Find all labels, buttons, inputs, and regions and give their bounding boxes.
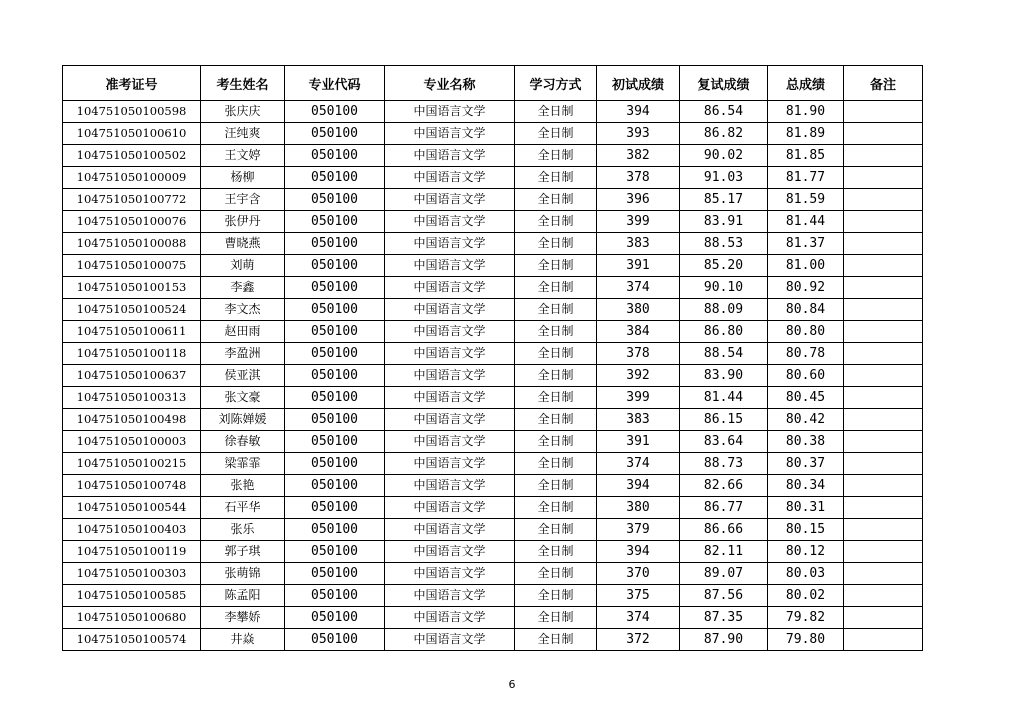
exam-id-cell: 104751050100088	[63, 233, 201, 255]
remarks-cell	[844, 475, 923, 497]
initial-score-cell: 380	[597, 299, 680, 321]
study-mode-cell: 全日制	[515, 541, 597, 563]
major-name-cell: 中国语言文学	[385, 321, 515, 343]
table-row	[63, 387, 923, 409]
exam-id-cell: 104751050100153	[63, 277, 201, 299]
remarks-cell	[844, 123, 923, 145]
remarks-cell	[844, 321, 923, 343]
table-row	[63, 629, 923, 651]
exam-id-cell: 104751050100003	[63, 431, 201, 453]
study-mode-cell: 全日制	[515, 101, 597, 123]
major-name-cell: 中国语言文学	[385, 497, 515, 519]
major-name-cell: 中国语言文学	[385, 277, 515, 299]
total-score-cell: 80.34	[768, 475, 844, 497]
initial-score-cell: 370	[597, 563, 680, 585]
exam-id-cell: 104751050100748	[63, 475, 201, 497]
total-score-cell: 81.90	[768, 101, 844, 123]
major-name-cell: 中国语言文学	[385, 167, 515, 189]
candidate-name-cell: 王文婷	[201, 145, 285, 167]
total-score-cell: 79.80	[768, 629, 844, 651]
major-name-cell: 中国语言文学	[385, 211, 515, 233]
major-code-cell: 050100	[285, 585, 385, 607]
study-mode-cell: 全日制	[515, 475, 597, 497]
retest-score-cell: 91.03	[680, 167, 768, 189]
remarks-cell	[844, 541, 923, 563]
table-body	[63, 101, 923, 651]
retest-score-cell: 89.07	[680, 563, 768, 585]
major-name-cell: 中国语言文学	[385, 453, 515, 475]
study-mode-cell: 全日制	[515, 453, 597, 475]
retest-score-cell: 83.91	[680, 211, 768, 233]
header-major-code: 专业代码	[285, 66, 385, 101]
major-code-cell: 050100	[285, 387, 385, 409]
study-mode-cell: 全日制	[515, 321, 597, 343]
header-exam-id: 准考证号	[63, 66, 201, 101]
remarks-cell	[844, 145, 923, 167]
remarks-cell	[844, 167, 923, 189]
study-mode-cell: 全日制	[515, 167, 597, 189]
total-score-cell: 80.92	[768, 277, 844, 299]
exam-id-cell: 104751050100075	[63, 255, 201, 277]
remarks-cell	[844, 453, 923, 475]
retest-score-cell: 87.35	[680, 607, 768, 629]
major-name-cell: 中国语言文学	[385, 585, 515, 607]
initial-score-cell: 382	[597, 145, 680, 167]
study-mode-cell: 全日制	[515, 585, 597, 607]
major-name-cell: 中国语言文学	[385, 299, 515, 321]
major-code-cell: 050100	[285, 607, 385, 629]
exam-id-cell: 104751050100680	[63, 607, 201, 629]
table-row	[63, 211, 923, 233]
major-code-cell: 050100	[285, 123, 385, 145]
major-code-cell: 050100	[285, 255, 385, 277]
total-score-cell: 81.85	[768, 145, 844, 167]
table-row	[63, 541, 923, 563]
study-mode-cell: 全日制	[515, 607, 597, 629]
retest-score-cell: 85.20	[680, 255, 768, 277]
initial-score-cell: 393	[597, 123, 680, 145]
major-code-cell: 050100	[285, 101, 385, 123]
study-mode-cell: 全日制	[515, 431, 597, 453]
exam-id-cell: 104751050100118	[63, 343, 201, 365]
major-code-cell: 050100	[285, 629, 385, 651]
retest-score-cell: 82.11	[680, 541, 768, 563]
major-name-cell: 中国语言文学	[385, 387, 515, 409]
candidate-name-cell: 赵田雨	[201, 321, 285, 343]
table-row	[63, 101, 923, 123]
major-code-cell: 050100	[285, 541, 385, 563]
exam-id-cell: 104751050100610	[63, 123, 201, 145]
candidate-name-cell: 郭子琪	[201, 541, 285, 563]
remarks-cell	[844, 255, 923, 277]
remarks-cell	[844, 101, 923, 123]
major-name-cell: 中国语言文学	[385, 255, 515, 277]
total-score-cell: 79.82	[768, 607, 844, 629]
retest-score-cell: 86.15	[680, 409, 768, 431]
candidate-name-cell: 陈孟阳	[201, 585, 285, 607]
exam-id-cell: 104751050100215	[63, 453, 201, 475]
remarks-cell	[844, 189, 923, 211]
major-code-cell: 050100	[285, 497, 385, 519]
total-score-cell: 81.44	[768, 211, 844, 233]
remarks-cell	[844, 409, 923, 431]
header-study-mode: 学习方式	[515, 66, 597, 101]
candidate-name-cell: 张文豪	[201, 387, 285, 409]
initial-score-cell: 374	[597, 453, 680, 475]
candidate-name-cell: 井焱	[201, 629, 285, 651]
remarks-cell	[844, 629, 923, 651]
table-row	[63, 585, 923, 607]
table-row	[63, 365, 923, 387]
candidate-name-cell: 侯亚淇	[201, 365, 285, 387]
total-score-cell: 80.45	[768, 387, 844, 409]
total-score-cell: 80.15	[768, 519, 844, 541]
major-code-cell: 050100	[285, 343, 385, 365]
initial-score-cell: 372	[597, 629, 680, 651]
candidate-name-cell: 李鑫	[201, 277, 285, 299]
major-code-cell: 050100	[285, 409, 385, 431]
major-name-cell: 中国语言文学	[385, 431, 515, 453]
study-mode-cell: 全日制	[515, 365, 597, 387]
initial-score-cell: 383	[597, 233, 680, 255]
major-name-cell: 中国语言文学	[385, 475, 515, 497]
major-code-cell: 050100	[285, 519, 385, 541]
major-name-cell: 中国语言文学	[385, 233, 515, 255]
initial-score-cell: 391	[597, 255, 680, 277]
exam-id-cell: 104751050100303	[63, 563, 201, 585]
header-major-name: 专业名称	[385, 66, 515, 101]
initial-score-cell: 374	[597, 607, 680, 629]
study-mode-cell: 全日制	[515, 189, 597, 211]
total-score-cell: 81.37	[768, 233, 844, 255]
major-code-cell: 050100	[285, 145, 385, 167]
initial-score-cell: 378	[597, 343, 680, 365]
table-row	[63, 563, 923, 585]
candidate-name-cell: 李盈洲	[201, 343, 285, 365]
study-mode-cell: 全日制	[515, 211, 597, 233]
remarks-cell	[844, 563, 923, 585]
major-code-cell: 050100	[285, 189, 385, 211]
total-score-cell: 81.77	[768, 167, 844, 189]
header-initial-score: 初试成绩	[597, 66, 680, 101]
exam-id-cell: 104751050100585	[63, 585, 201, 607]
remarks-cell	[844, 387, 923, 409]
total-score-cell: 81.89	[768, 123, 844, 145]
retest-score-cell: 90.10	[680, 277, 768, 299]
major-code-cell: 050100	[285, 299, 385, 321]
retest-score-cell: 83.90	[680, 365, 768, 387]
candidate-name-cell: 张伊丹	[201, 211, 285, 233]
table-row	[63, 607, 923, 629]
initial-score-cell: 399	[597, 387, 680, 409]
retest-score-cell: 87.90	[680, 629, 768, 651]
major-code-cell: 050100	[285, 563, 385, 585]
remarks-cell	[844, 365, 923, 387]
retest-score-cell: 88.09	[680, 299, 768, 321]
initial-score-cell: 374	[597, 277, 680, 299]
total-score-cell: 80.02	[768, 585, 844, 607]
exam-id-cell: 104751050100313	[63, 387, 201, 409]
study-mode-cell: 全日制	[515, 519, 597, 541]
header-retest-score: 复试成绩	[680, 66, 768, 101]
remarks-cell	[844, 497, 923, 519]
major-name-cell: 中国语言文学	[385, 519, 515, 541]
remarks-cell	[844, 343, 923, 365]
remarks-cell	[844, 431, 923, 453]
total-score-cell: 80.37	[768, 453, 844, 475]
table-row	[63, 475, 923, 497]
initial-score-cell: 378	[597, 167, 680, 189]
major-name-cell: 中国语言文学	[385, 343, 515, 365]
retest-score-cell: 86.80	[680, 321, 768, 343]
table-row	[63, 299, 923, 321]
candidate-name-cell: 张萌锦	[201, 563, 285, 585]
table-row	[63, 519, 923, 541]
retest-score-cell: 86.54	[680, 101, 768, 123]
major-code-cell: 050100	[285, 277, 385, 299]
candidate-name-cell: 梁霏霏	[201, 453, 285, 475]
study-mode-cell: 全日制	[515, 387, 597, 409]
study-mode-cell: 全日制	[515, 299, 597, 321]
remarks-cell	[844, 277, 923, 299]
total-score-cell: 80.03	[768, 563, 844, 585]
admission-score-table	[62, 65, 923, 651]
major-name-cell: 中国语言文学	[385, 123, 515, 145]
exam-id-cell: 104751050100598	[63, 101, 201, 123]
study-mode-cell: 全日制	[515, 123, 597, 145]
total-score-cell: 80.78	[768, 343, 844, 365]
major-code-cell: 050100	[285, 233, 385, 255]
candidate-name-cell: 曹晓燕	[201, 233, 285, 255]
major-code-cell: 050100	[285, 167, 385, 189]
initial-score-cell: 396	[597, 189, 680, 211]
total-score-cell: 81.00	[768, 255, 844, 277]
table-row	[63, 343, 923, 365]
major-code-cell: 050100	[285, 321, 385, 343]
table-row	[63, 321, 923, 343]
major-name-cell: 中国语言文学	[385, 629, 515, 651]
table-row	[63, 189, 923, 211]
major-name-cell: 中国语言文学	[385, 607, 515, 629]
exam-id-cell: 104751050100611	[63, 321, 201, 343]
total-score-cell: 80.12	[768, 541, 844, 563]
exam-id-cell: 104751050100076	[63, 211, 201, 233]
retest-score-cell: 90.02	[680, 145, 768, 167]
retest-score-cell: 81.44	[680, 387, 768, 409]
exam-id-cell: 104751050100502	[63, 145, 201, 167]
retest-score-cell: 86.77	[680, 497, 768, 519]
candidate-name-cell: 汪纯爽	[201, 123, 285, 145]
study-mode-cell: 全日制	[515, 343, 597, 365]
retest-score-cell: 88.73	[680, 453, 768, 475]
study-mode-cell: 全日制	[515, 255, 597, 277]
table-header-row	[63, 66, 923, 101]
candidate-name-cell: 王宇含	[201, 189, 285, 211]
candidate-name-cell: 徐春敏	[201, 431, 285, 453]
table-row	[63, 277, 923, 299]
initial-score-cell: 394	[597, 475, 680, 497]
major-code-cell: 050100	[285, 365, 385, 387]
initial-score-cell: 392	[597, 365, 680, 387]
study-mode-cell: 全日制	[515, 497, 597, 519]
major-name-cell: 中国语言文学	[385, 541, 515, 563]
exam-id-cell: 104751050100544	[63, 497, 201, 519]
table-row	[63, 167, 923, 189]
header-total-score: 总成绩	[768, 66, 844, 101]
total-score-cell: 80.84	[768, 299, 844, 321]
major-name-cell: 中国语言文学	[385, 145, 515, 167]
initial-score-cell: 384	[597, 321, 680, 343]
table-row	[63, 233, 923, 255]
total-score-cell: 80.31	[768, 497, 844, 519]
retest-score-cell: 82.66	[680, 475, 768, 497]
exam-id-cell: 104751050100637	[63, 365, 201, 387]
major-name-cell: 中国语言文学	[385, 101, 515, 123]
table-row	[63, 255, 923, 277]
candidate-name-cell: 李文杰	[201, 299, 285, 321]
retest-score-cell: 88.53	[680, 233, 768, 255]
initial-score-cell: 383	[597, 409, 680, 431]
major-code-cell: 050100	[285, 211, 385, 233]
total-score-cell: 80.42	[768, 409, 844, 431]
table-row	[63, 497, 923, 519]
major-code-cell: 050100	[285, 475, 385, 497]
candidate-name-cell: 刘陈婵媛	[201, 409, 285, 431]
major-name-cell: 中国语言文学	[385, 409, 515, 431]
major-code-cell: 050100	[285, 431, 385, 453]
remarks-cell	[844, 299, 923, 321]
exam-id-cell: 104751050100119	[63, 541, 201, 563]
exam-id-cell: 104751050100403	[63, 519, 201, 541]
initial-score-cell: 399	[597, 211, 680, 233]
initial-score-cell: 394	[597, 541, 680, 563]
major-name-cell: 中国语言文学	[385, 189, 515, 211]
candidate-name-cell: 杨柳	[201, 167, 285, 189]
initial-score-cell: 380	[597, 497, 680, 519]
table-row	[63, 409, 923, 431]
initial-score-cell: 379	[597, 519, 680, 541]
study-mode-cell: 全日制	[515, 145, 597, 167]
retest-score-cell: 86.82	[680, 123, 768, 145]
remarks-cell	[844, 607, 923, 629]
retest-score-cell: 85.17	[680, 189, 768, 211]
exam-id-cell: 104751050100772	[63, 189, 201, 211]
initial-score-cell: 375	[597, 585, 680, 607]
study-mode-cell: 全日制	[515, 629, 597, 651]
candidate-name-cell: 李攀娇	[201, 607, 285, 629]
candidate-name-cell: 张艳	[201, 475, 285, 497]
major-name-cell: 中国语言文学	[385, 365, 515, 387]
retest-score-cell: 83.64	[680, 431, 768, 453]
candidate-name-cell: 张乐	[201, 519, 285, 541]
total-score-cell: 80.38	[768, 431, 844, 453]
initial-score-cell: 394	[597, 101, 680, 123]
table-row	[63, 453, 923, 475]
study-mode-cell: 全日制	[515, 563, 597, 585]
retest-score-cell: 87.56	[680, 585, 768, 607]
retest-score-cell: 88.54	[680, 343, 768, 365]
header-candidate-name: 考生姓名	[201, 66, 285, 101]
total-score-cell: 80.60	[768, 365, 844, 387]
study-mode-cell: 全日制	[515, 233, 597, 255]
header-remarks: 备注	[844, 66, 923, 101]
candidate-name-cell: 张庆庆	[201, 101, 285, 123]
major-name-cell: 中国语言文学	[385, 563, 515, 585]
study-mode-cell: 全日制	[515, 409, 597, 431]
candidate-name-cell: 刘萌	[201, 255, 285, 277]
exam-id-cell: 104751050100498	[63, 409, 201, 431]
total-score-cell: 81.59	[768, 189, 844, 211]
exam-id-cell: 104751050100524	[63, 299, 201, 321]
table-row	[63, 123, 923, 145]
table-row	[63, 145, 923, 167]
remarks-cell	[844, 519, 923, 541]
remarks-cell	[844, 585, 923, 607]
initial-score-cell: 391	[597, 431, 680, 453]
exam-id-cell: 104751050100009	[63, 167, 201, 189]
study-mode-cell: 全日制	[515, 277, 597, 299]
major-code-cell: 050100	[285, 453, 385, 475]
table-row	[63, 431, 923, 453]
candidate-name-cell: 石平华	[201, 497, 285, 519]
exam-id-cell: 104751050100574	[63, 629, 201, 651]
page-number: 6	[508, 678, 516, 691]
retest-score-cell: 86.66	[680, 519, 768, 541]
remarks-cell	[844, 233, 923, 255]
total-score-cell: 80.80	[768, 321, 844, 343]
remarks-cell	[844, 211, 923, 233]
